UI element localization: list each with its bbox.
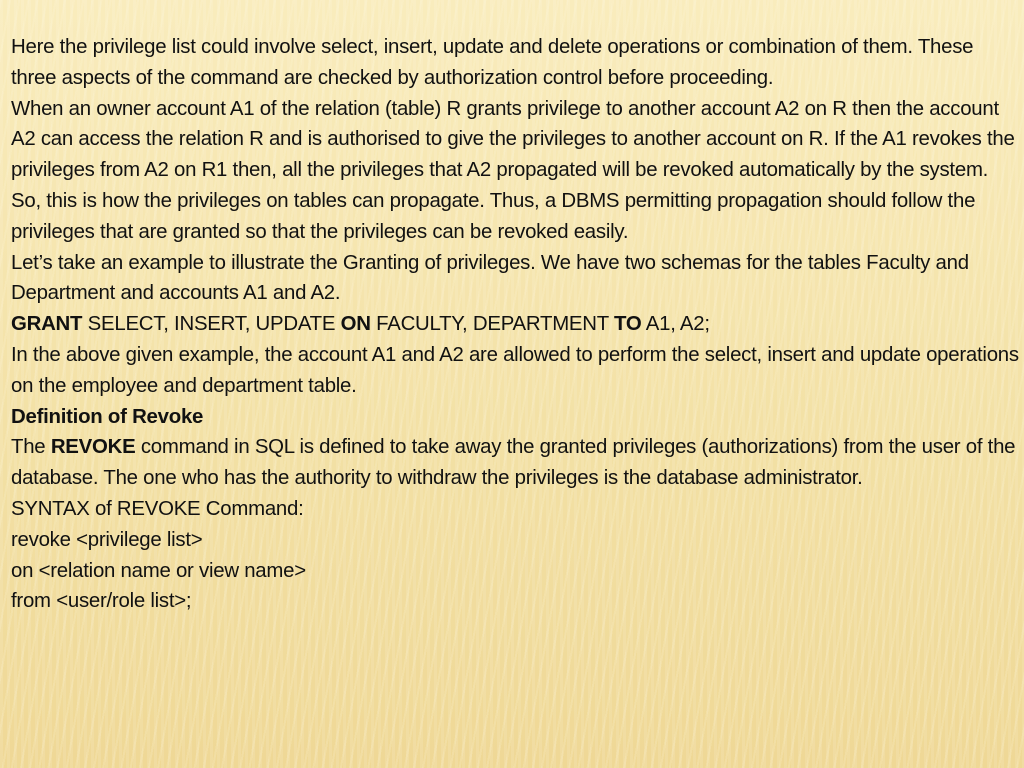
paragraph-example-intro: Let’s take an example to illustrate the Granting of privileges. We have two schemas for the tables Faculty and Department and accounts A1 and A2.: [11, 251, 969, 305]
paragraph-example-explanation: In the above given example, the account A1 and A2 are allowed to perform the select, insert and update operations on the employee and department table.: [11, 343, 1019, 397]
revoke-keyword: REVOKE: [50, 436, 136, 459]
grant-accounts: A1, A2;: [641, 313, 710, 336]
paragraph-revoke-definition: [11, 432, 1019, 494]
syntax-line-from: from <user/role list>;: [11, 590, 192, 613]
syntax-line-revoke: revoke <privilege list>: [11, 528, 203, 551]
syntax-title: SYNTAX of REVOKE Command:: [11, 497, 304, 520]
heading-revoke-text: Definition of Revoke: [11, 405, 204, 428]
grant-tables: FACULTY, DEPARTMENT: [370, 313, 615, 336]
grant-keyword: GRANT: [11, 313, 83, 336]
paragraph-propagation: When an owner account A1 of the relation (table) R grants privilege to another account A2 on R then the account A2 can access the relation R and is authorised to give the privileges to another account on R. If the A1 revokes the privileges from A2 on R1 then, all the privileges that A2 propagated will be revoked automatically by the system. So, this is how the privileges on tables can propagate. Thus, a DBMS permitting propagation should follow the privileges that are granted so that the privileges can be revoked easily.: [11, 97, 1015, 243]
revoke-def-post: command in SQL is defined to take away the granted privileges (authorizations) from the user of the database. The one who has the authority to withdraw the privileges is the database administrator.: [11, 436, 1016, 490]
heading-revoke-definition: [11, 402, 1019, 433]
syntax-line-on: on <relation name or view name>: [11, 559, 306, 582]
to-keyword: TO: [614, 313, 642, 336]
grant-statement: [11, 309, 1019, 340]
revoke-def-pre: The: [11, 436, 51, 459]
grant-privileges: SELECT, INSERT, UPDATE: [82, 313, 341, 336]
on-keyword: ON: [340, 313, 371, 336]
paragraph-privilege-list: Here the privilege list could involve select, insert, update and delete operations or combination of them. These three aspects of the command are checked by authorization control before proceeding.: [11, 36, 974, 89]
slide-body: [11, 32, 1019, 617]
